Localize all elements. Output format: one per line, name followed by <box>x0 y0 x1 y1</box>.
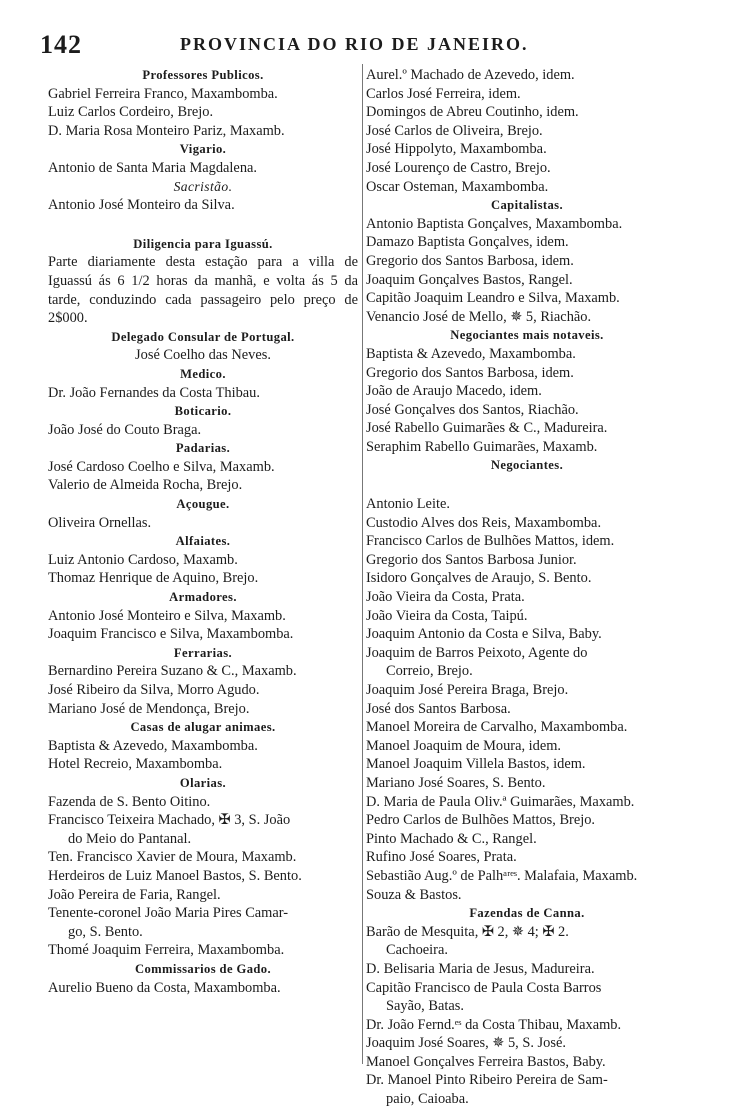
directory-entry: Francisco Teixeira Machado, ✠ 3, S. João <box>48 812 291 829</box>
directory-entry: Antonio Leite. <box>366 496 450 513</box>
directory-entry: Joaquim Antonio da Costa e Silva, Baby. <box>366 626 602 643</box>
directory-entry: José dos Santos Barbosa. <box>366 700 511 717</box>
running-title: PROVINCIA DO RIO DE JANEIRO. <box>180 34 529 54</box>
directory-entry: D. Belisaria Maria de Jesus, Madureira. <box>366 960 595 977</box>
directory-entry: Mariano José de Mendonça, Brejo. <box>48 700 250 717</box>
directory-entry: Rufino José Soares, Prata. <box>366 849 517 866</box>
page-header <box>40 30 576 58</box>
spacer <box>48 215 358 235</box>
section-heading: Ferrarias. <box>173 645 233 660</box>
column-divider <box>362 64 363 1064</box>
directory-entry: João Vieira da Costa, Prata. <box>366 589 525 606</box>
directory-entry: Luiz Carlos Cordeiro, Brejo. <box>48 104 214 121</box>
section-heading: Commissarios de Gado. <box>134 961 272 976</box>
right-column <box>366 66 688 1109</box>
section-heading: Medico. <box>180 366 226 381</box>
section-heading: Negociantes. <box>490 458 564 473</box>
directory-entry: Herdeiros de Luiz Manoel Bastos, S. Bento. <box>48 867 302 884</box>
section-heading: Delegado Consular de Portugal. <box>111 329 295 344</box>
directory-entry: Luiz Antonio Cardoso, Maxamb. <box>48 551 238 568</box>
notice-paragraph: Parte diariamente desta estação para a villa de Iguassú ás 6 1/2 horas da manhã, e volta ás 5 da tarde, conduzindo cada passageiro pelo preço de 2$000. <box>48 254 358 327</box>
directory-entry: Joaquim Gonçalves Bastos, Rangel. <box>366 271 573 288</box>
directory-entry: José Lourenço de Castro, Brejo. <box>366 159 551 176</box>
directory-entry: José Gonçalves dos Santos, Riachão. <box>366 401 579 418</box>
directory-entry: Custodio Alves dos Reis, Maxambomba. <box>366 514 602 531</box>
directory-entry: Seraphim Rabello Guimarães, Maxamb. <box>366 438 598 455</box>
directory-entry: Francisco Carlos de Bulhões Mattos, idem. <box>366 533 615 550</box>
directory-entry: Manoel Joaquim de Moura, idem. <box>366 737 562 754</box>
directory-entry: José Ribeiro da Silva, Morro Agudo. <box>48 682 260 698</box>
directory-entry: Capitão Joaquim Leandro e Silva, Maxamb. <box>366 290 620 307</box>
directory-entry: Capitão Francisco de Paula Costa Barros <box>366 979 602 996</box>
section-heading: Sacristão. <box>173 178 233 194</box>
section-heading: Diligencia para Iguassú. <box>133 236 273 251</box>
section-heading: Olarias. <box>179 775 227 790</box>
directory-entry: Isidoro Gonçalves de Araujo, S. Bento. <box>366 570 592 587</box>
directory-entry: Thomé Joaquim Ferreira, Maxambomba. <box>48 942 285 959</box>
directory-entry: Gregorio dos Santos Barbosa Junior. <box>366 551 577 568</box>
directory-entry: Thomaz Henrique de Aquino, Brejo. <box>48 570 259 587</box>
directory-entry: Gregorio dos Santos Barbosa, idem. <box>366 364 574 381</box>
directory-entry: Baptista & Azevedo, Maxambomba. <box>48 737 258 754</box>
directory-entry: Carlos José Ferreira, idem. <box>366 85 521 102</box>
directory-entry: Gabriel Ferreira Franco, Maxambomba. <box>48 85 278 102</box>
directory-entry: Sebastião Aug.º de Palhᵃʳᵉˢ. Malafaia, Maxamb. <box>366 867 638 884</box>
directory-entry: Oliveira Ornellas. <box>48 514 152 531</box>
section-heading: Capitalistas. <box>490 198 564 213</box>
directory-entry: Antonio de Santa Maria Magdalena. <box>48 159 258 176</box>
directory-entry: José Cardoso Coelho e Silva, Maxamb. <box>48 458 275 475</box>
directory-entry: Dr. Manoel Pinto Ribeiro Pereira de Sam- <box>366 1072 608 1089</box>
directory-entry: Mariano José Soares, S. Bento. <box>366 774 546 791</box>
directory-entry: Joaquim Francisco e Silva, Maxambomba. <box>48 626 294 643</box>
directory-entry: José Coelho das Neves. <box>135 347 271 364</box>
entry-continuation: paio, Caioaba. <box>386 1091 469 1108</box>
spacer <box>366 475 688 495</box>
directory-entry: Venancio José de Mello, ✵ 5, Riachão. <box>366 308 592 325</box>
directory-entry: Aurel.º Machado de Azevedo, idem. <box>366 67 575 83</box>
section-heading: Vigario. <box>179 142 227 157</box>
directory-entry: Oscar Osteman, Maxambomba. <box>366 178 549 195</box>
directory-entry: Gregorio dos Santos Barbosa, idem. <box>366 252 574 269</box>
directory-entry: José Rabello Guimarães & C., Madureira. <box>366 420 608 437</box>
directory-entry: Tenente-coronel João Maria Pires Camar- <box>48 905 289 922</box>
section-heading: Açougue. <box>176 497 230 512</box>
directory-entry: Damazo Baptista Gonçalves, idem. <box>366 234 569 251</box>
entry-continuation: do Meio do Pantanal. <box>68 830 192 847</box>
directory-entry: Manoel Gonçalves Ferreira Bastos, Baby. <box>366 1053 606 1070</box>
directory-entry: Dr. João Fernd.ᵉˢ da Costa Thibau, Maxamb. <box>366 1016 622 1033</box>
page-number: 142 <box>40 30 82 59</box>
directory-entry: Ten. Francisco Xavier de Moura, Maxamb. <box>48 849 297 866</box>
directory-entry: Bernardino Pereira Suzano & C., Maxamb. <box>48 663 297 680</box>
section-heading: Negociantes mais notaveis. <box>450 328 604 343</box>
section-heading: Boticario. <box>174 404 232 419</box>
directory-entry: Valerio de Almeida Rocha, Brejo. <box>48 477 243 494</box>
directory-entry: D. Maria de Paula Oliv.ª Guimarães, Maxamb. <box>366 793 635 810</box>
entry-continuation: Correio, Brejo. <box>386 663 473 680</box>
section-heading: Padarias. <box>175 441 231 456</box>
section-heading: Fazendas de Canna. <box>469 906 585 921</box>
directory-entry: Antonio Baptista Gonçalves, Maxambomba. <box>366 215 623 232</box>
directory-entry: Baptista & Azevedo, Maxambomba. <box>366 345 576 362</box>
directory-entry: Dr. João Fernandes da Costa Thibau. <box>48 384 260 401</box>
section-heading: Casas de alugar animaes. <box>130 720 276 735</box>
directory-entry: José Carlos de Oliveira, Brejo. <box>366 122 543 139</box>
directory-entry: Aurelio Bueno da Costa, Maxambomba. <box>48 979 281 996</box>
directory-entry: João Pereira de Faria, Rangel. <box>48 886 221 903</box>
directory-entry: Joaquim de Barros Peixoto, Agente do <box>366 644 588 661</box>
directory-entry: João José do Couto Braga. <box>48 421 202 438</box>
directory-entry: Hotel Recreio, Maxambomba. <box>48 756 223 773</box>
section-heading: Armadores. <box>169 590 237 605</box>
directory-entry: Pedro Carlos de Bulhões Mattos, Brejo. <box>366 812 596 829</box>
left-column <box>48 66 358 997</box>
directory-entry: Manoel Joaquim Villela Bastos, idem. <box>366 756 586 773</box>
entry-continuation: Sayão, Batas. <box>386 998 464 1015</box>
directory-entry: João Vieira da Costa, Taipú. <box>366 607 528 624</box>
directory-entry: Souza & Bastos. <box>366 886 462 903</box>
directory-entry: Antonio José Monteiro e Silva, Maxamb. <box>48 607 286 624</box>
directory-entry: José Hippolyto, Maxambomba. <box>366 141 547 158</box>
directory-entry: Barão de Mesquita, ✠ 2, ✵ 4; ✠ 2. <box>366 923 569 940</box>
directory-entry: Joaquim José Pereira Braga, Brejo. <box>366 682 569 698</box>
directory-entry: D. Maria Rosa Monteiro Pariz, Maxamb. <box>48 122 285 139</box>
directory-entry: Joaquim José Soares, ✵ 5, S. José. <box>366 1035 566 1052</box>
section-heading: Professores Publicos. <box>142 68 264 82</box>
directory-entry: Antonio José Monteiro da Silva. <box>48 197 235 214</box>
directory-entry: Pinto Machado & C., Rangel. <box>366 830 537 847</box>
directory-entry: Domingos de Abreu Coutinho, idem. <box>366 104 579 121</box>
section-heading: Alfaiates. <box>175 534 231 549</box>
directory-entry: João de Araujo Macedo, idem. <box>366 383 542 400</box>
directory-entry: Fazenda de S. Bento Oitino. <box>48 793 211 810</box>
entry-continuation: go, S. Bento. <box>68 923 143 940</box>
directory-entry: Manoel Moreira de Carvalho, Maxambomba. <box>366 719 628 736</box>
entry-continuation: Cachoeira. <box>386 942 448 959</box>
